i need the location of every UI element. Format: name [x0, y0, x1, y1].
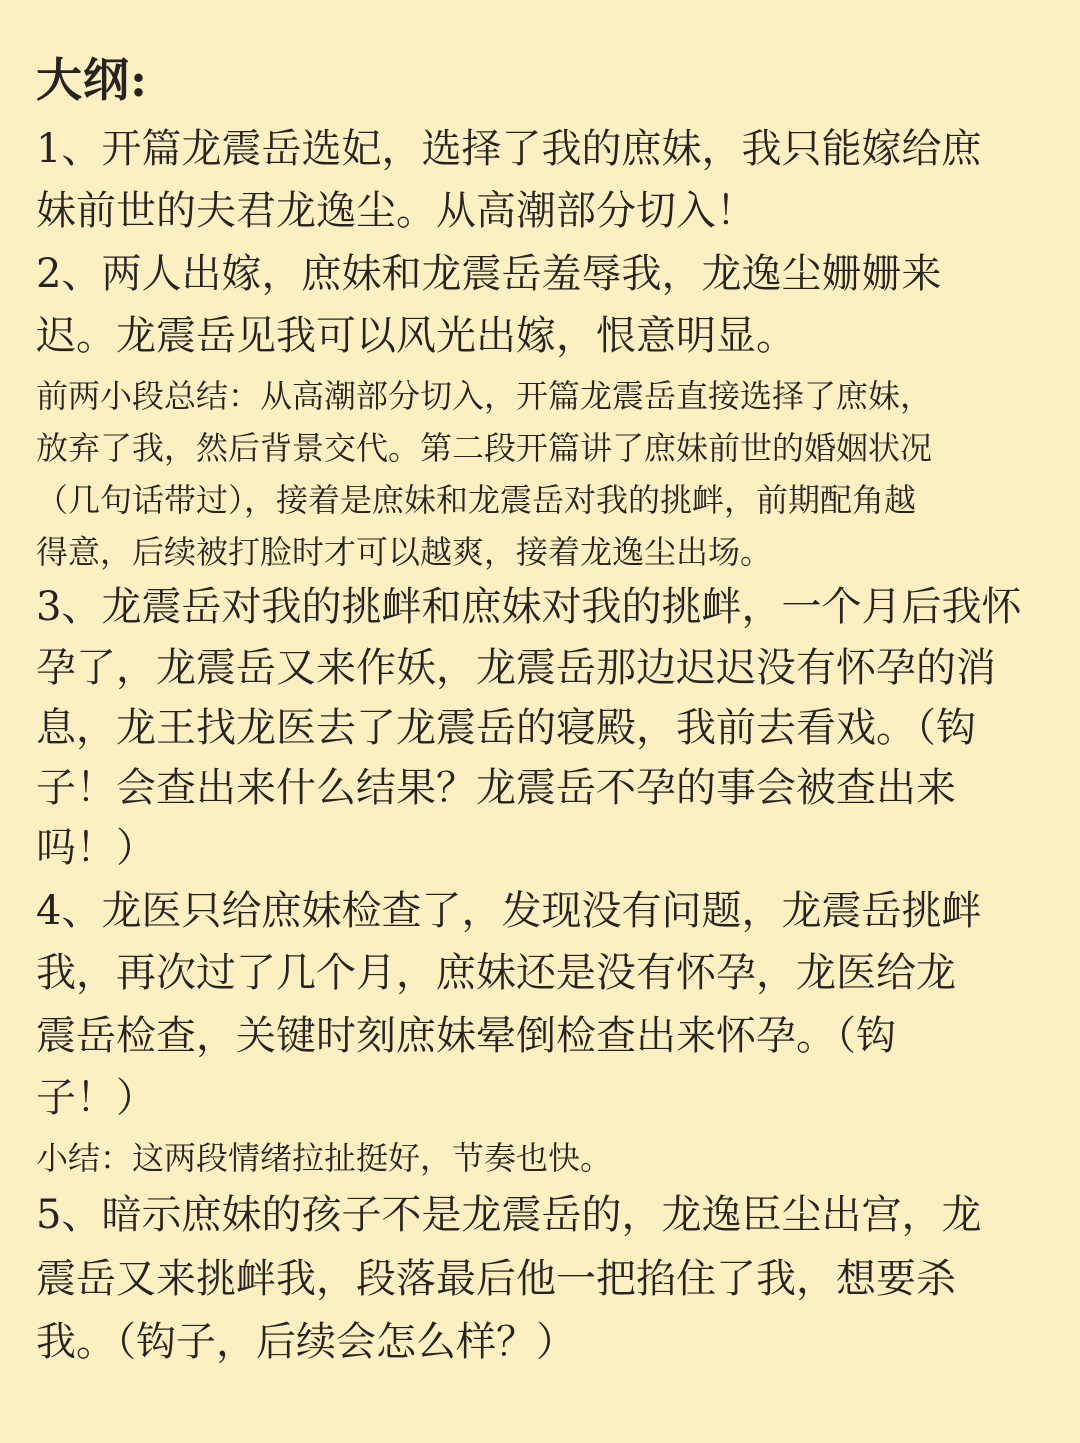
paragraph-line: 震岳又来挑衅我，段落最后他一把掐住了我，想要杀	[36, 1256, 956, 1302]
paragraph-line: 子！）	[36, 1075, 156, 1121]
paragraph-line: 吗！）	[36, 825, 156, 871]
paragraph-line: 我。（钩子，后续会怎么样？）	[36, 1319, 576, 1365]
paragraph-line: 5、暗示庶妹的孩子不是龙震岳的，龙逸臣尘出宫，龙	[36, 1192, 982, 1238]
paragraph-line: 妹前世的夫君龙逸尘。从高潮部分切入！	[36, 188, 756, 234]
paragraph-line: 3、龙震岳对我的挑衅和庶妹对我的挑衅，一个月后我怀	[36, 584, 1022, 630]
paragraph-line: 子！会查出来什么结果？龙震岳不孕的事会被查出来	[36, 765, 956, 811]
paragraph-line: 孕了，龙震岳又来作妖，龙震岳那边迟迟没有怀孕的消	[36, 645, 996, 691]
paragraph-line: 迟。龙震岳见我可以风光出嫁，恨意明显。	[36, 313, 796, 359]
document-heading: 大纲:	[36, 53, 148, 107]
summary-line: （几句话带过），接着是庶妹和龙震岳对我的挑衅，前期配角越	[36, 481, 917, 519]
paragraph-line: 震岳检查，关键时刻庶妹晕倒检查出来怀孕。（钩	[36, 1013, 896, 1059]
paragraph-line: 2、两人出嫁，庶妹和龙震岳羞辱我，龙逸尘姗姗来	[36, 251, 942, 297]
paragraph-line: 4、龙医只给庶妹检查了，发现没有问题，龙震岳挑衅	[36, 888, 982, 934]
summary-line: 小结：这两段情绪拉扯挺好，节奏也快。	[36, 1139, 613, 1177]
summary-line: 放弃了我，然后背景交代。第二段开篇讲了庶妹前世的婚姻状况	[36, 429, 933, 467]
paragraph-line: 息，龙王找龙医去了龙震岳的寝殿，我前去看戏。（钩	[36, 705, 976, 751]
summary-line: 前两小段总结：从高潮部分切入，开篇龙震岳直接选择了庶妹，	[36, 377, 933, 415]
paragraph-line: 1、开篇龙震岳选妃，选择了我的庶妹，我只能嫁给庶	[36, 126, 982, 172]
summary-line: 得意，后续被打脸时才可以越爽，接着龙逸尘出场。	[36, 533, 773, 571]
paragraph-line: 我，再次过了几个月，庶妹还是没有怀孕，龙医给龙	[36, 950, 956, 996]
